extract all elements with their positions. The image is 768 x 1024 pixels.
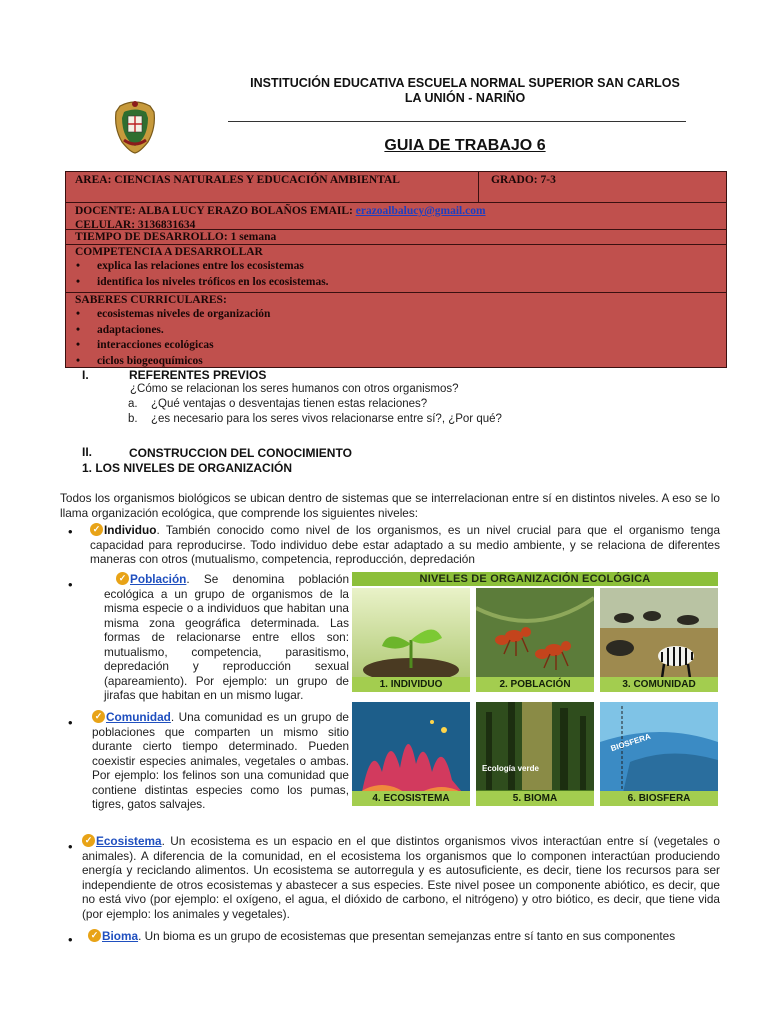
- bullet-dot: •: [68, 524, 73, 539]
- term-individuo: Individuo: [104, 523, 157, 537]
- bullet-dot: •: [68, 839, 73, 854]
- curriculum-title: SABERES CURRICULARES:: [75, 294, 227, 306]
- phone-label: CELULAR: 3136831634: [75, 219, 196, 231]
- tile-label: 5. BIOMA: [476, 791, 594, 806]
- tile-poblacion: [476, 588, 594, 692]
- institution-location: LA UNIÓN - NARIÑO: [404, 91, 526, 105]
- level-individuo: [90, 523, 720, 567]
- header-divider: [228, 121, 686, 122]
- question-main: ¿Cómo se relacionan los seres humanos con otros organismos?: [130, 383, 459, 395]
- check-badge-icon: ✓: [92, 710, 105, 723]
- tile-label: 6. BIOSFERA: [600, 791, 718, 806]
- bullet-dot: •: [68, 577, 73, 592]
- tile-individuo: [352, 588, 470, 692]
- check-badge-icon: ✓: [90, 523, 103, 536]
- biosfera-label: BIOSFERA: [609, 731, 652, 754]
- tile-biosfera: [600, 702, 718, 806]
- link-bioma[interactable]: Bioma: [102, 929, 139, 943]
- level-comunidad: [92, 710, 349, 812]
- tile-label: 1. INDIVIDUO: [352, 677, 470, 692]
- text-comunidad: . Una comunidad es un grupo de poblaciones que comparten un mismo sitio durante cierto tiempo determinado. Pueden coexistir especies animales, vegetales o ambas. Por ejemplo: los felinos son una comunidad que contiene distintas especies como los pumas, tigres, gatos salvajes.: [92, 710, 349, 811]
- tile-label: 2. POBLACIÓN: [476, 677, 594, 692]
- ecological-levels-figure: [352, 572, 718, 822]
- curriculum-item: • ecosistemas niveles de organización: [75, 307, 726, 323]
- section-2-title: CONSTRUCCION DEL CONOCIMIENTO: [129, 446, 352, 460]
- level-bioma: [88, 929, 720, 945]
- section-2-subtitle: 1. LOS NIVELES DE ORGANIZACIÓN: [82, 461, 293, 475]
- school-crest-logo: [110, 98, 160, 154]
- guide-title: GUIA DE TRABAJO 6: [384, 137, 546, 154]
- text-ecosistema: . Un ecosistema es un espacio en el que distintos organismos vivos interactúan entre sí (vegetales o animales). A diferencia de la comunidad, en el ecosistema los organismos que lo componen interactúan produciendo energía y reciclando alimentos. Un ecosistema se autorregula y es autosuficiente, es decir, tiene los recursos para ser independiente de otros ecosistemas y abastecer a sus especies. Este nivel posee un componente abiótico, es decir, que no está vivo (por ejemplo: el oxígeno, el agua, el dióxido de carbono, el nitrógeno) y otro biótico, es decir, que tiene vida (por ejemplo: los animales y vegetales).: [82, 834, 720, 921]
- text-bioma: . Un bioma es un grupo de ecosistemas que presentan semejanzas entre sí tanto en sus componentes: [138, 929, 676, 943]
- intro-paragraph: Todos los organismos biológicos se ubican dentro de sistemas que se interrelacionan entre sí en distintos niveles. A eso se lo llama organización ecológica, que comprende los siguientes niveles:: [60, 491, 720, 520]
- competency-row: [66, 244, 726, 292]
- section-1-title: REFERENTES PREVIOS: [129, 368, 267, 382]
- link-poblacion[interactable]: Población: [130, 572, 187, 586]
- level-ecosistema: [82, 834, 720, 921]
- curriculum-item: • ciclos biogeoquímicos: [75, 354, 726, 370]
- area-label: AREA: CIENCIAS NATURALES Y EDUCACIÓN AMBIENTAL: [75, 174, 400, 186]
- curriculum-item: • adaptaciones.: [75, 323, 726, 339]
- tile-bioma: [476, 702, 594, 806]
- bullet-dot: •: [68, 932, 73, 947]
- text-individuo: . También conocido como nivel de los organismos, es un nivel crucial para que el organismo tenga capacidad para reproducirse. Todo individuo debe estar adaptado a su medio ambiente, y se relaciona de diferentes maneras con otros (mutualismo, competencia, reproducción, depredación: [90, 523, 720, 566]
- question-a: ¿Qué ventajas o desventajas tienen estas relaciones?: [151, 398, 428, 410]
- bullet-dot: •: [68, 715, 73, 730]
- question-b: ¿es necesario para los seres vivos relacionarse entre sí?, ¿Por qué?: [151, 413, 502, 425]
- question-b-marker: b.: [128, 413, 138, 425]
- link-comunidad[interactable]: Comunidad: [106, 710, 171, 724]
- figure-title: NIVELES DE ORGANIZACIÓN ECOLÓGICA: [419, 573, 651, 585]
- institution-name: INSTITUCIÓN EDUCATIVA ESCUELA NORMAL SUPERIOR SAN CARLOS: [250, 76, 680, 90]
- tile-label: 3. COMUNIDAD: [600, 677, 718, 692]
- competency-item: • identifica los niveles tróficos en los ecosistemas.: [75, 275, 726, 291]
- institution-heading: [240, 76, 690, 106]
- duration-row: TIEMPO DE DESARROLLO: 1 semana: [66, 229, 726, 244]
- teacher-label: DOCENTE: ALBA LUCY ERAZO BOLAÑOS EMAIL:: [75, 205, 356, 217]
- teacher-row: [66, 202, 726, 229]
- email-link[interactable]: erazoalbalucy@gmail.com: [355, 205, 486, 217]
- section-1-number: I.: [82, 368, 89, 382]
- curriculum-item: • interacciones ecológicas: [75, 338, 726, 354]
- course-info-table: [65, 171, 727, 368]
- question-a-marker: a.: [128, 398, 138, 410]
- tile-ecosistema: [352, 702, 470, 806]
- check-badge-icon: ✓: [116, 572, 129, 585]
- section-2-number: II.: [82, 445, 93, 459]
- competency-title: COMPETENCIA A DESARROLLAR: [75, 246, 263, 258]
- text-poblacion: . Se denomina población ecológica a un grupo de organismos de la misma especie o a individuos que habitan una misma zona geográfica determinada. Las formas de relacionarse entre ellos son: mutualismo, competencia, parasitismo, depredación y reproducción sexual (apareamiento). Por ejemplo: un grupo de jirafas que habitan en un mismo lugar.: [104, 572, 349, 702]
- tile-comunidad: [600, 588, 718, 692]
- watermark-text: Ecología verde: [482, 764, 539, 773]
- curriculum-row: [66, 292, 726, 369]
- competency-list: [75, 259, 726, 290]
- check-badge-icon: ✓: [82, 834, 95, 847]
- check-badge-icon: ✓: [88, 929, 101, 942]
- tile-label: 4. ECOSISTEMA: [352, 791, 470, 806]
- competency-item: • explica las relaciones entre los ecosistemas: [75, 259, 726, 275]
- area-row: [66, 172, 726, 202]
- level-poblacion: [104, 572, 349, 703]
- grade-cell: GRADO: 7-3: [478, 172, 726, 202]
- link-ecosistema[interactable]: Ecosistema: [96, 834, 162, 848]
- curriculum-list: [75, 307, 726, 369]
